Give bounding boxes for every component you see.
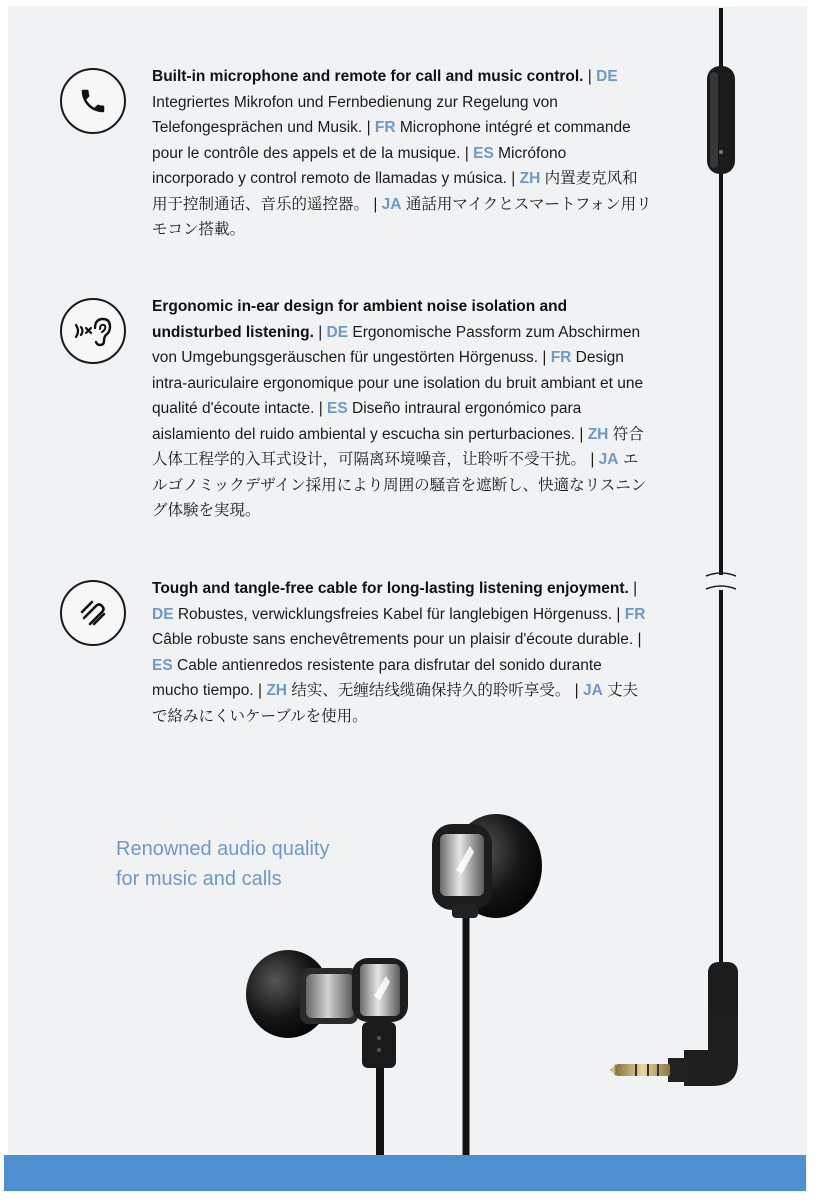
tagline: Renowned audio quality for music and calls	[116, 838, 330, 890]
translation-text: 丈夫で絡みにくいケーブルを使用。	[152, 682, 639, 725]
translation-text: 符合人体工程学的入耳式设计，可隔离环境噪音，让聆听不受干扰。	[152, 425, 644, 468]
lang-code: ES	[473, 144, 494, 162]
bottom-accent-bar	[4, 1155, 806, 1191]
translation-text: Diseño intraural ergonómico para aislamiento del ruido ambiental y escucha sin perturbaciones.	[152, 400, 582, 443]
audio-jack	[610, 960, 738, 1086]
lang-code: FR	[624, 605, 646, 623]
lang-code: JA	[582, 682, 603, 699]
ear-noise-isolation-icon	[60, 298, 126, 364]
lang-code: ES	[327, 400, 348, 417]
translation-text: 通話用マイクとスマートフォン用リモコン搭載。	[152, 195, 652, 238]
translation-text: エルゴノミックデザイン採用により周囲の騒音を遮断し、快適なリスニング体験を実現。	[152, 451, 647, 519]
translation-text: Câble robuste sans enchevêtrements pour un plaisir d'écoute durable.	[152, 631, 634, 648]
lang-code: ES	[152, 656, 173, 674]
lang-code: ZH	[587, 425, 609, 443]
translation-text: Integriertes Mikrofon und Fernbedienung zur Regelung von Telefongesprächen und Musik.	[152, 93, 558, 136]
lang-code: JA	[598, 451, 619, 468]
translation-text: Design intra-auriculaire ergonomique pour une isolation du bruit ambiant et une qualité d'écoute intacte.	[152, 349, 644, 417]
tangle-free-cable-icon	[60, 580, 126, 646]
translation-text: Robustes, verwicklungsfreies Kabel für langlebigen Hörgenuss.	[177, 605, 613, 623]
translation-text: Ergonomische Passform zum Abschirmen von Umgebungsgeräuschen für ungestörten Hörgenuss.	[152, 323, 641, 366]
lang-code: FR	[374, 119, 396, 136]
feature-title: Ergonomic in-ear design for ambient noise isolation and undisturbed listening.	[152, 298, 568, 341]
lang-code: DE	[596, 68, 618, 85]
earbud-left	[246, 950, 408, 1160]
translation-text: Micrófono incorporado y control remoto de llamadas y música.	[152, 144, 567, 187]
lang-code: ZH	[266, 682, 287, 699]
phone-icon	[60, 68, 126, 134]
lang-code: FR	[550, 349, 572, 366]
earbud-right	[432, 814, 542, 1160]
feature-title: Tough and tangle-free cable for long-lasting listening enjoyment.	[152, 580, 629, 597]
translation-text: Cable antienredos resistente para disfrutar del sonido durante mucho tiempo.	[152, 656, 602, 699]
translation-text: 结实、无缠结线缆确保持久的聆听享受。	[291, 682, 571, 699]
lang-code: JA	[381, 195, 402, 213]
translation-text: Microphone intégré et commande pour le contrôle des appels et de la musique.	[152, 119, 631, 162]
lang-code: DE	[152, 605, 174, 623]
lang-code: ZH	[519, 170, 541, 187]
feature-title: Built-in microphone and remote for call and music control.	[152, 68, 584, 85]
translation-text: 内置麦克风和用于控制通话、音乐的遥控器。	[152, 170, 638, 213]
feature-description: Tough and tangle-free cable for long-lasting listening enjoyment. | DE Robustes, verwicklungsfreies Kabel für langlebigen Hörgenuss. | FR Câble robuste sans enchevêtrements pour un plaisir d'écoute durable. | ES Cable antienredos resistente para disfrutar del sonido durante mucho tiempo. | ZH 结实、无缠结线缆确保持久的聆听享受。 | JA 丈夫で絡みにくいケーブルを使用。	[152, 580, 646, 725]
lang-code: DE	[326, 323, 349, 341]
inline-remote	[707, 66, 735, 174]
feature-description: Built-in microphone and remote for call and music control. | DE Integriertes Mikrofon und Fernbedienung zur Regelung von Telefongesprächen und Musik. | FR Microphone intégré et commande pour le contrôle des appels et de la musique. | ES Micrófono incorporado y control remoto de llamadas y música. | ZH 内置麦克风和用于控制通话、音乐的遥控器。 | JA 通話用マイクとスマートフォン用リモコン搭載。	[152, 68, 652, 238]
feature-description: Ergonomic in-ear design for ambient noise isolation and undisturbed listening. | DE Ergonomische Passform zum Abschirmen von Umgebungsgeräuschen für ungestörten Hörgenuss. | FR Design intra-auriculaire ergonomique pour une isolation du bruit ambiant et une qualité d'écoute intacte. | ES Diseño intraural ergonómico para aislamiento del ruido ambiental y escucha sin perturbaciones. | ZH 符合人体工程学的入耳式设计，可隔离环境噪音，让聆听不受干扰。 | JA エルゴノミックデザイン採用により周囲の騒音を遮断し、快適なリスニング体験を実現。	[152, 298, 647, 519]
